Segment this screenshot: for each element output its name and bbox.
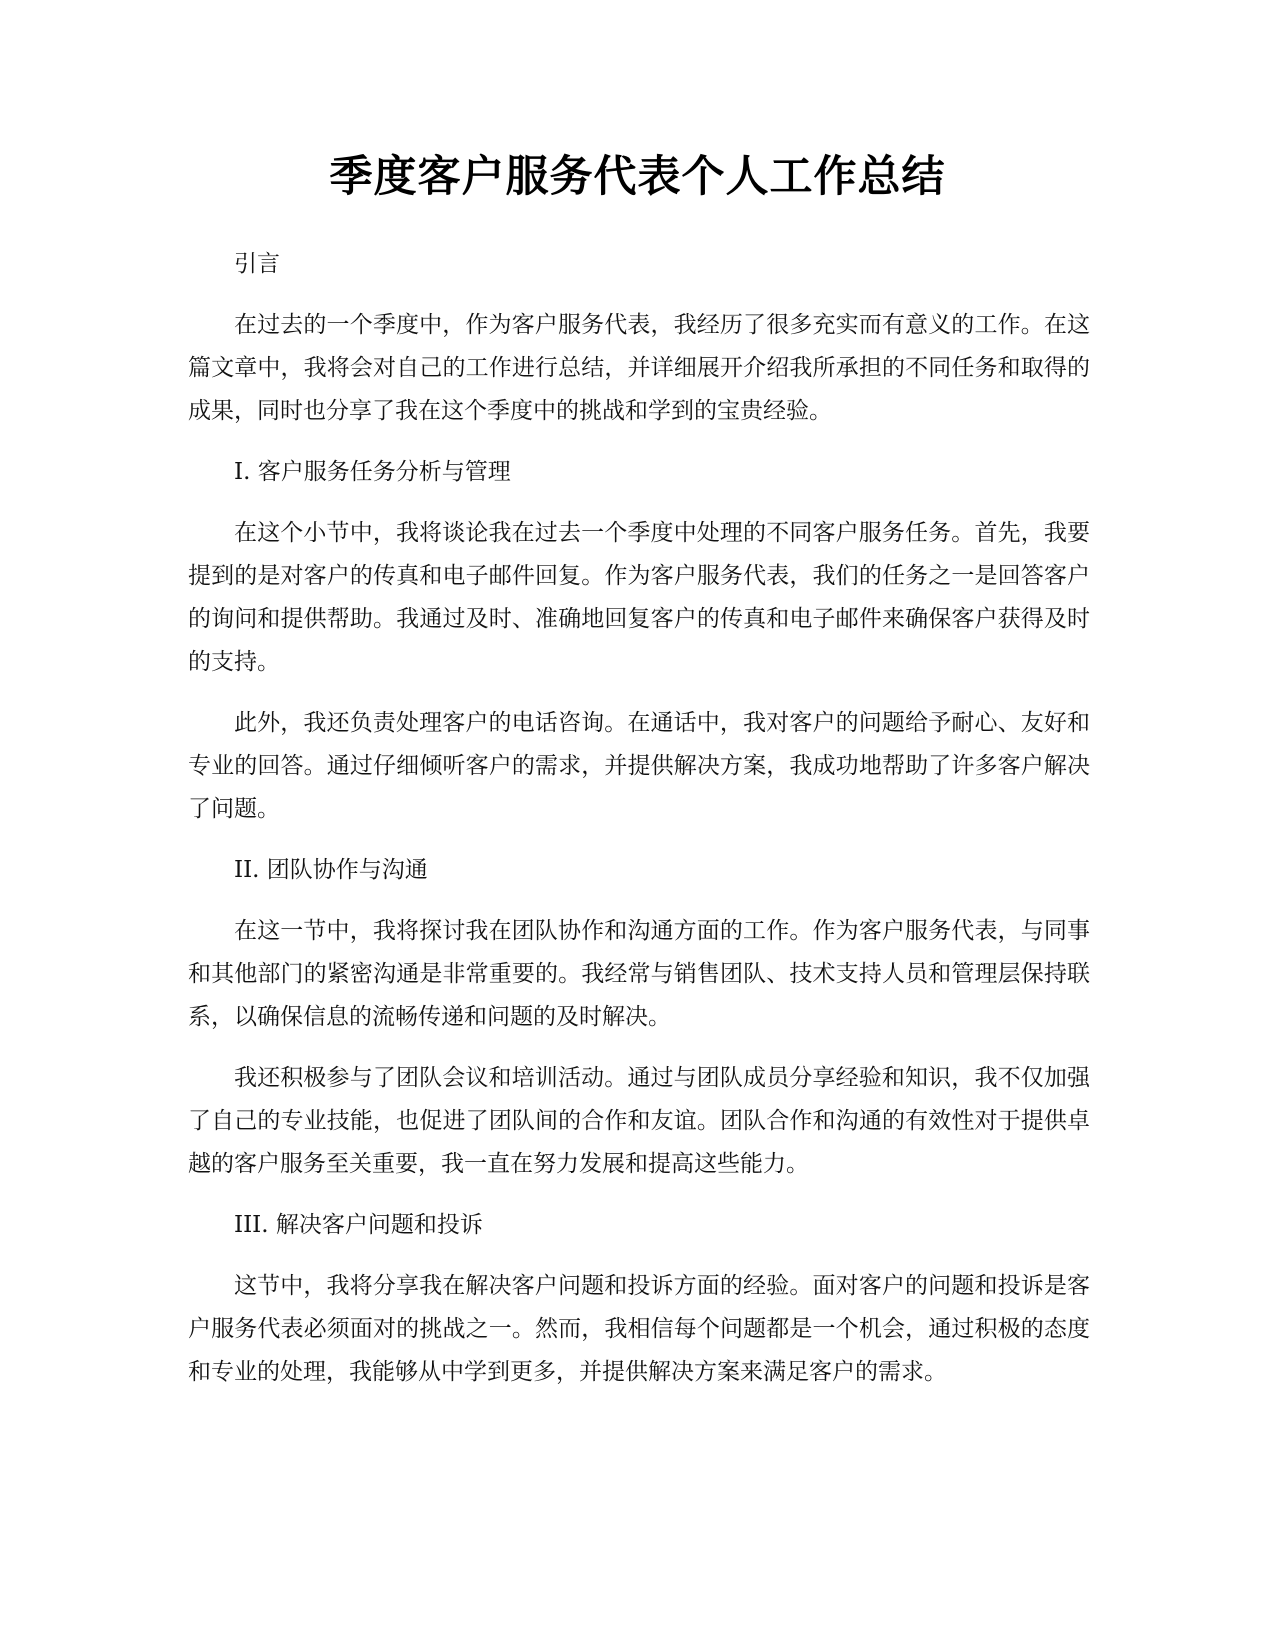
section-heading-3: III. 解决客户问题和投诉 bbox=[234, 1212, 483, 1238]
section-heading-intro: 引言 bbox=[234, 251, 280, 277]
page-title: 季度客户服务代表个人工作总结 bbox=[329, 152, 946, 202]
paragraph-2-b: 我还积极参与了团队会议和培训活动。通过与团队成员分享经验和知识，我不仅加强了自己的专业技能，也促进了团队间的合作和友谊。团队合作和沟通的有效性对于提供卓越的客户服务至关重要，我一直在努力发展和提高这些能力。 bbox=[188, 1065, 1090, 1177]
document-body bbox=[188, 243, 1090, 1412]
paragraph-2-a: 在这一节中，我将探讨我在团队协作和沟通方面的工作。作为客户服务代表，与同事和其他部门的紧密沟通是非常重要的。我经常与销售团队、技术支持人员和管理层保持联系，以确保信息的流畅传递和问题的及时解决。 bbox=[188, 918, 1090, 1030]
paragraph-1-b: 此外，我还负责处理客户的电话咨询。在通话中，我对客户的问题给予耐心、友好和专业的回答。通过仔细倾听客户的需求，并提供解决方案，我成功地帮助了许多客户解决了问题。 bbox=[188, 710, 1090, 822]
section-heading-2: II. 团队协作与沟通 bbox=[234, 857, 428, 883]
paragraph-1-a: 在这个小节中，我将谈论我在过去一个季度中处理的不同客户服务任务。首先，我要提到的是对客户的传真和电子邮件回复。作为客户服务代表，我们的任务之一是回答客户的询问和提供帮助。我通过及时、准确地回复客户的传真和电子邮件来确保客户获得及时的支持。 bbox=[188, 520, 1090, 675]
paragraph-intro: 在过去的一个季度中，作为客户服务代表，我经历了很多充实而有意义的工作。在这篇文章中，我将会对自己的工作进行总结，并详细展开介绍我所承担的不同任务和取得的成果，同时也分享了我在这个季度中的挑战和学到的宝贵经验。 bbox=[188, 312, 1090, 424]
paragraph-3-a: 这节中，我将分享我在解决客户问题和投诉方面的经验。面对客户的问题和投诉是客户服务代表必须面对的挑战之一。然而，我相信每个问题都是一个机会，通过积极的态度和专业的处理，我能够从中学到更多，并提供解决方案来满足客户的需求。 bbox=[188, 1273, 1090, 1385]
section-heading-1: I. 客户服务任务分析与管理 bbox=[234, 459, 511, 485]
